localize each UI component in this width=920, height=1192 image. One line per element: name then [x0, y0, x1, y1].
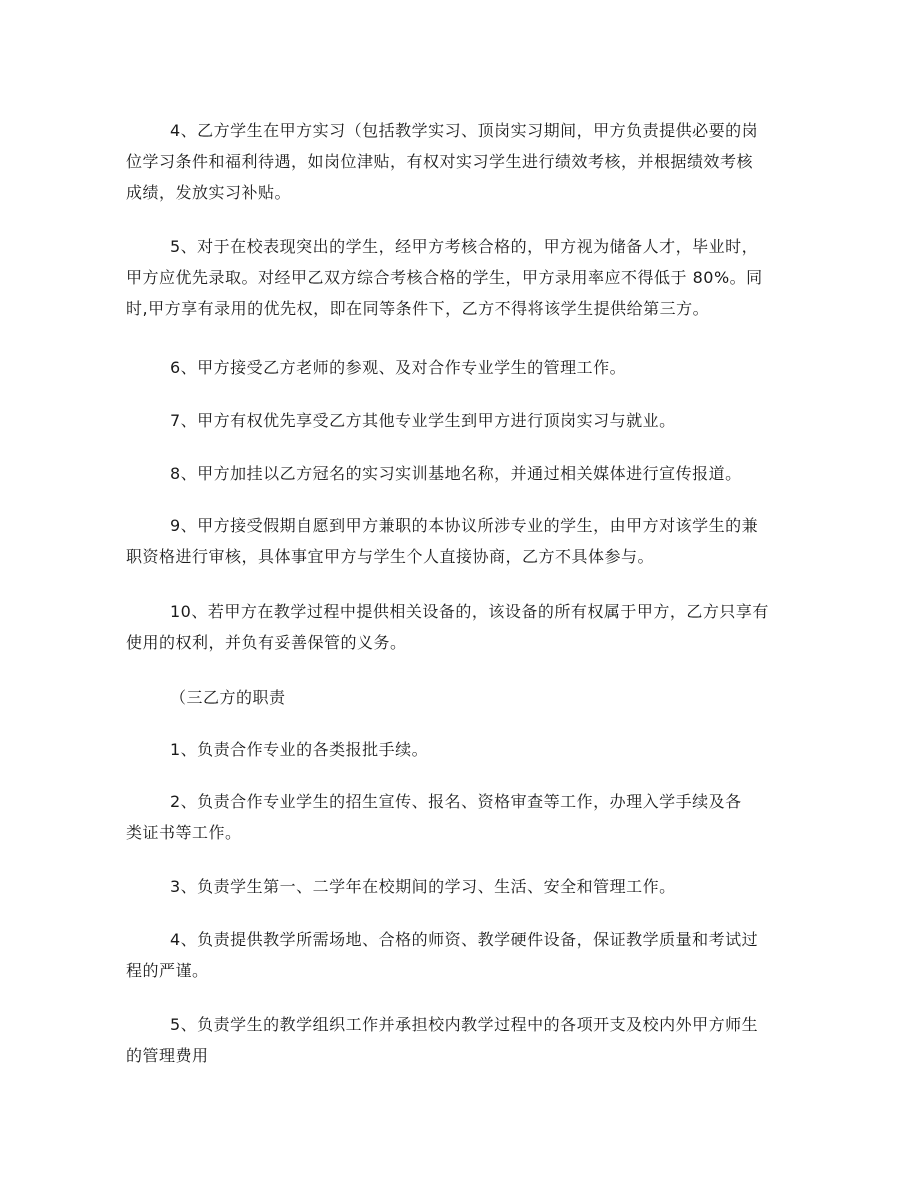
- clause-a5: [126, 231, 794, 324]
- text-line: 成绩，发放实习补贴。: [126, 183, 292, 202]
- clause-a7: [126, 405, 794, 436]
- text-line: 5、负责学生的教学组织工作并承担校内教学过程中的各项开支及校内外甲方师生: [170, 1015, 759, 1034]
- text-line: 程的严谨。: [126, 961, 209, 980]
- text-line: 1、负责合作专业的各类报批手续。: [170, 740, 429, 759]
- text-line: （三乙方的职责: [170, 688, 286, 707]
- text-line: 5、对于在校表现突出的学生，经甲方考核合格的，甲方视为储备人才，毕业时，: [170, 237, 759, 256]
- text-line: 8、甲方加挂以乙方冠名的实习实训基地名称，并通过相关媒体进行宣传报道。: [170, 464, 742, 483]
- text-line: 4、负责提供教学所需场地、合格的师资、教学硬件设备，保证教学质量和考试过: [170, 930, 759, 949]
- clause-a4: [126, 115, 794, 208]
- text-line: 甲方应优先录取。对经甲乙双方综合考核合格的学生，甲方录用率应不得低于 80%。同: [126, 268, 763, 287]
- clause-a6: [126, 352, 794, 383]
- clause-a9: [126, 510, 794, 572]
- text-line: 4、乙方学生在甲方实习（包括教学实习、顶岗实习期间，甲方负责提供必要的岗: [170, 121, 759, 140]
- clause-b2: [126, 786, 794, 848]
- clause-b3: [126, 871, 794, 902]
- text-line: 位学习条件和福利待遇，如岗位津贴，有权对实习学生进行绩效考核，并根据绩效考核: [126, 152, 754, 171]
- text-line: 6、甲方接受乙方老师的参观、及对合作专业学生的管理工作。: [170, 358, 627, 377]
- text-line: 的管理费用: [126, 1046, 209, 1065]
- text-line: 2、负责合作专业学生的招生宣传、报名、资格审查等工作，办理入学手续及各: [170, 792, 742, 811]
- clause-b4: [126, 924, 794, 986]
- text-line: 10、若甲方在教学过程中提供相关设备的，该设备的所有权属于甲方，乙方只享有: [170, 602, 769, 621]
- text-line: 3、负责学生第一、二学年在校期间的学习、生活、安全和管理工作。: [170, 877, 676, 896]
- clause-b1: [126, 734, 794, 765]
- clause-a10: [126, 596, 794, 658]
- text-line: 9、甲方接受假期自愿到甲方兼职的本协议所涉专业的学生，由甲方对该学生的兼: [170, 516, 759, 535]
- text-line: 类证书等工作。: [126, 823, 242, 842]
- text-line: 职资格进行审核，具体事宜甲方与学生个人直接协商，乙方不具体参与。: [126, 547, 655, 566]
- section-heading: [126, 682, 794, 713]
- clause-b5: [126, 1009, 794, 1071]
- text-line: 7、甲方有权优先享受乙方其他专业学生到甲方进行顶岗实习与就业。: [170, 411, 676, 430]
- text-line: 时,甲方享有录用的优先权，即在同等条件下，乙方不得将该学生提供给第三方。: [126, 299, 710, 318]
- clause-a8: [126, 458, 794, 489]
- text-line: 使用的权利，并负有妥善保管的义务。: [126, 633, 407, 652]
